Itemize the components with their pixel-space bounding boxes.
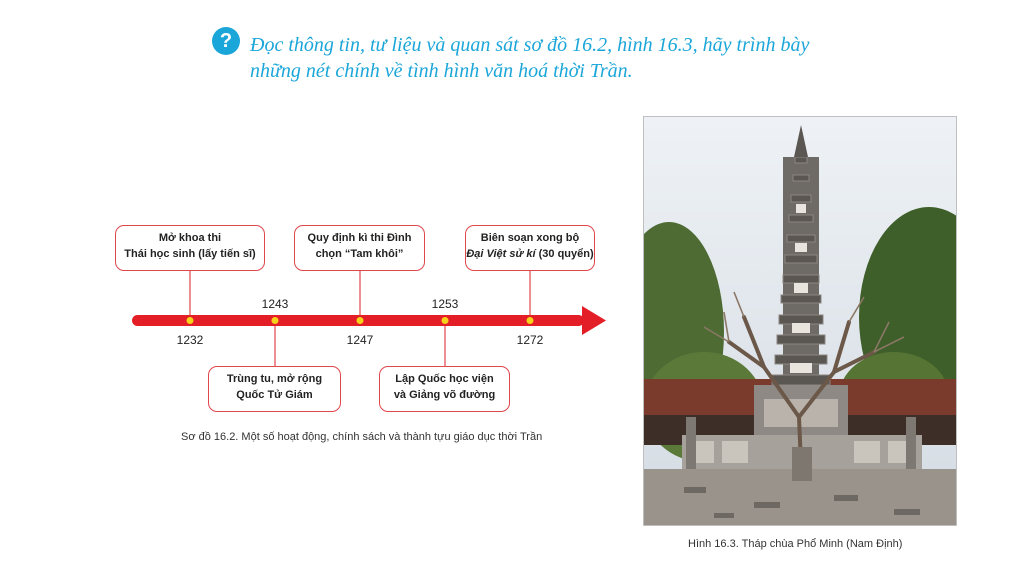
diagram-caption: Sơ đồ 16.2. Một số hoạt động, chính sách và thành tựu giáo dục thời Trần [181, 431, 543, 443]
question-line-1: Đọc thông tin, tư liệu và quan sát sơ đồ 16.2, hình 16.3, hãy trình bày [250, 34, 810, 56]
timeline-dot-1247 [357, 317, 364, 324]
event-1232-line-2: Thái học sinh (lấy tiến sĩ) [124, 248, 256, 260]
question-line-2: những nét chính về tình hình văn hoá thời Trần. [250, 60, 633, 82]
event-1272-line-2 [466, 246, 594, 262]
event-box-1253 [379, 366, 510, 412]
year-label-1243: 1243 [261, 297, 289, 311]
event-box-1272 [465, 225, 595, 271]
timeline-dot-1253 [442, 317, 449, 324]
year-label-1272: 1272 [516, 333, 544, 347]
question-mark-icon: ? [212, 27, 240, 55]
event-1253-line-1: Lập Quốc học viện [395, 373, 494, 385]
year-label-1232: 1232 [176, 333, 204, 347]
event-1272-line-1: Biên soạn xong bộ [480, 232, 580, 244]
photo-caption: Hình 16.3. Tháp chùa Phổ Minh (Nam Định) [688, 538, 903, 550]
event-box-1247 [294, 225, 425, 271]
pho-minh-tower-photo [643, 116, 957, 526]
timeline-dot-1272 [527, 317, 534, 324]
timeline-dot-1232 [187, 317, 194, 324]
event-1247-line-2: chọn “Tam khôi” [315, 248, 404, 260]
year-label-1247: 1247 [346, 333, 374, 347]
event-1247-line-1: Quy định kì thi Đình [307, 232, 412, 244]
event-1243-line-1: Trùng tu, mở rộng [226, 373, 323, 385]
event-1232-line-1: Mở khoa thi [158, 232, 222, 244]
timeline-arrow-head [582, 306, 606, 335]
event-1272-book-volumes: (30 quyển) [535, 248, 594, 260]
event-1272-book-title: Đại Việt sử kí [466, 248, 536, 260]
pho-minh-tower-illustration [644, 117, 957, 526]
event-1253-line-2: và Giảng võ đường [393, 389, 496, 401]
event-box-1232 [115, 225, 265, 271]
event-1243-line-2: Quốc Tử Giám [236, 389, 313, 401]
year-label-1253: 1253 [431, 297, 459, 311]
event-box-1243 [208, 366, 341, 412]
timeline-dot-1243 [272, 317, 279, 324]
